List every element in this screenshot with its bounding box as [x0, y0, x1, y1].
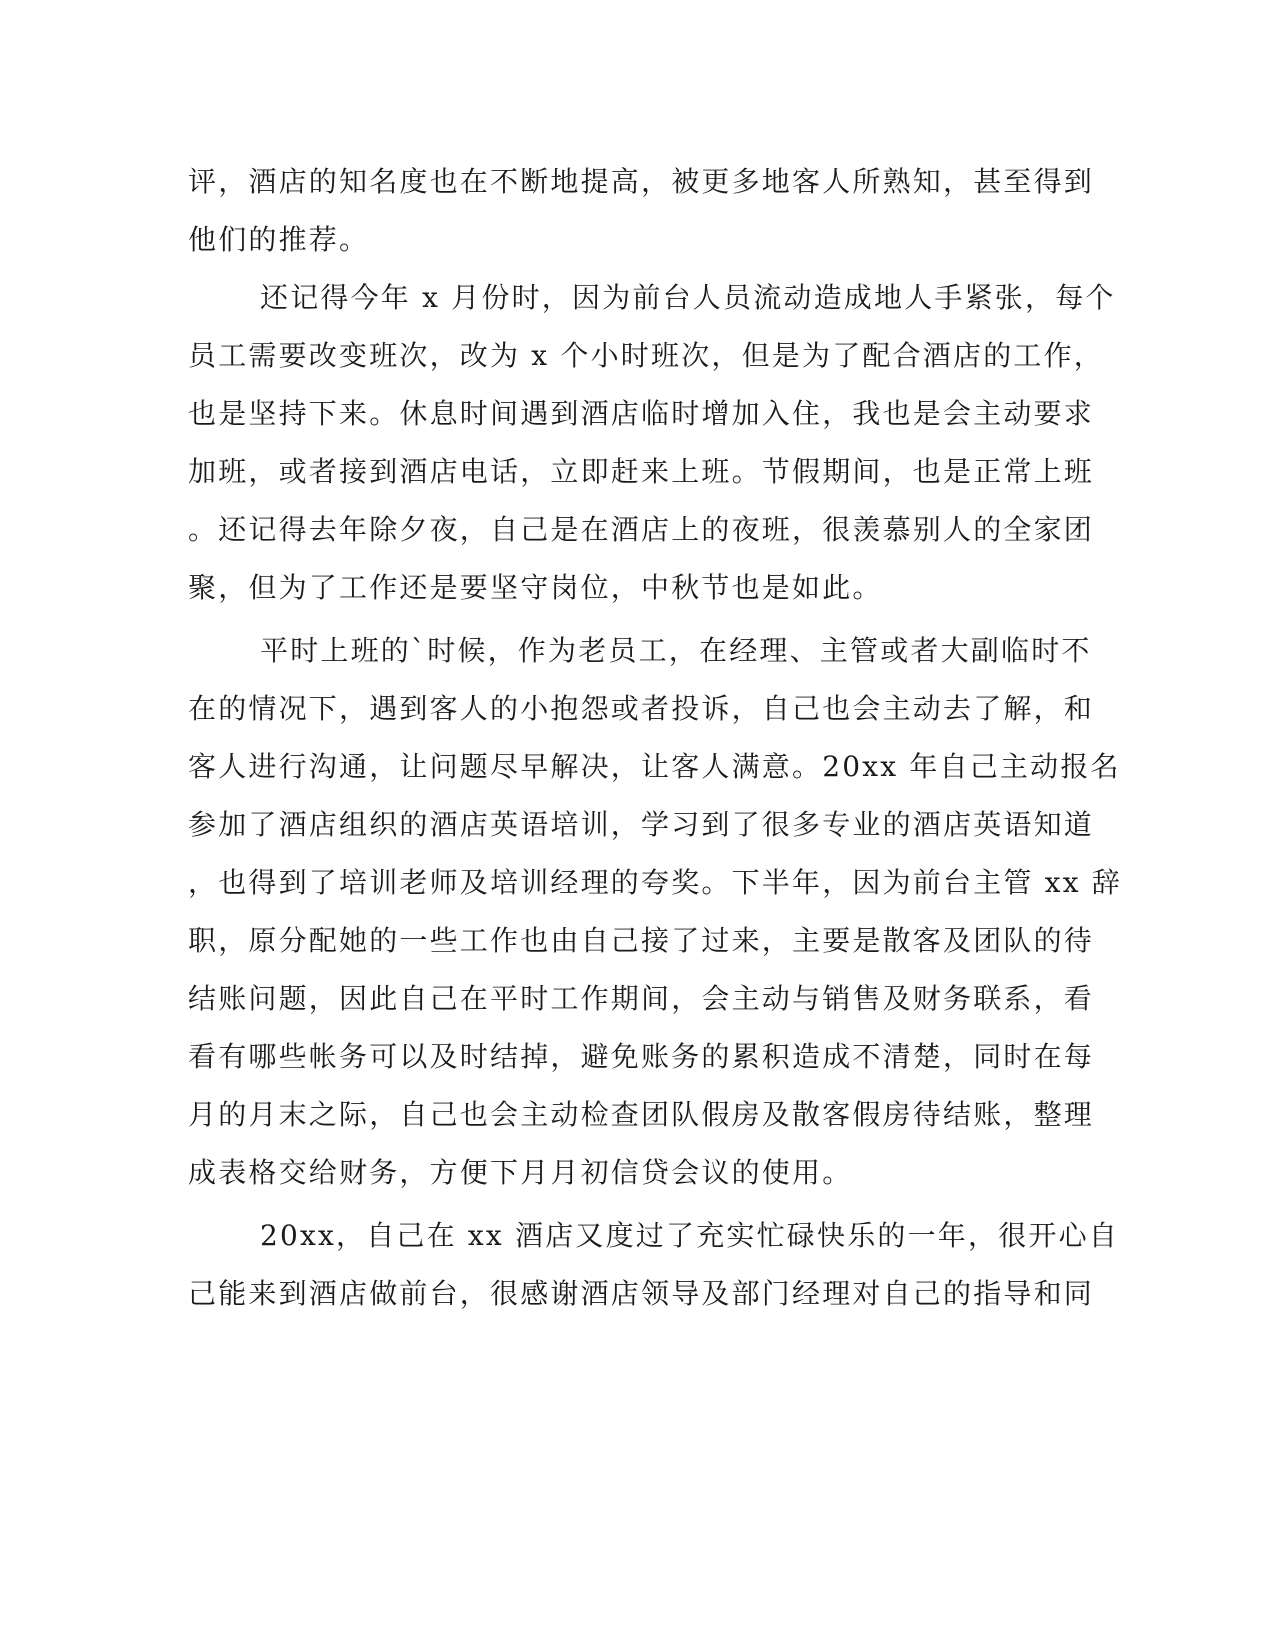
text-line: 他们的推荐。 — [188, 223, 370, 256]
text-line: 20xx，自己在 xx 酒店又度过了充实忙碌快乐的一年，很开心自 — [260, 1219, 1119, 1252]
text-line: 还记得今年 x 月份时，因为前台人员流动造成地人手紧张，每个 — [260, 281, 1116, 314]
text-line: 也是坚持下来。休息时间遇到酒店临时增加入住，我也是会主动要求 — [188, 397, 1095, 430]
text-line: 看有哪些帐务可以及时结掉，避免账务的累积造成不清楚，同时在每 — [188, 1040, 1095, 1073]
text-line: 平时上班的`时候，作为老员工，在经理、主管或者大副临时不 — [260, 634, 1092, 667]
text-line: 。还记得去年除夕夜，自己是在酒店上的夜班，很羡慕别人的全家团 — [188, 513, 1095, 546]
text-line: ，也得到了培训老师及培训经理的夸奖。下半年，因为前台主管 xx 辞 — [188, 866, 1122, 899]
text-line: 参加了酒店组织的酒店英语培训，学习到了很多专业的酒店英语知道 — [188, 808, 1095, 841]
text-line: 月的月末之际，自己也会主动检查团队假房及散客假房待结账，整理 — [188, 1098, 1095, 1131]
text-line: 己能来到酒店做前台，很感谢酒店领导及部门经理对自己的指导和同 — [188, 1277, 1095, 1310]
text-line: 加班，或者接到酒店电话，立即赶来上班。节假期间，也是正常上班 — [188, 455, 1095, 488]
text-line: 成表格交给财务，方便下月月初信贷会议的使用。 — [188, 1156, 853, 1189]
text-line: 员工需要改变班次，改为 x 个小时班次，但是为了配合酒店的工作， — [188, 339, 1104, 372]
text-line: 结账问题，因此自己在平时工作期间，会主动与销售及财务联系，看 — [188, 982, 1095, 1015]
text-line: 在的情况下，遇到客人的小抱怨或者投诉，自己也会主动去了解，和 — [188, 692, 1095, 725]
text-line: 职，原分配她的一些工作也由自己接了过来，主要是散客及团队的待 — [188, 924, 1095, 957]
text-line: 评，酒店的知名度也在不断地提高，被更多地客人所熟知，甚至得到 — [188, 165, 1095, 198]
text-line: 聚，但为了工作还是要坚守岗位，中秋节也是如此。 — [188, 571, 883, 604]
text-line: 客人进行沟通，让问题尽早解决，让客人满意。20xx 年自己主动报名 — [188, 750, 1121, 783]
